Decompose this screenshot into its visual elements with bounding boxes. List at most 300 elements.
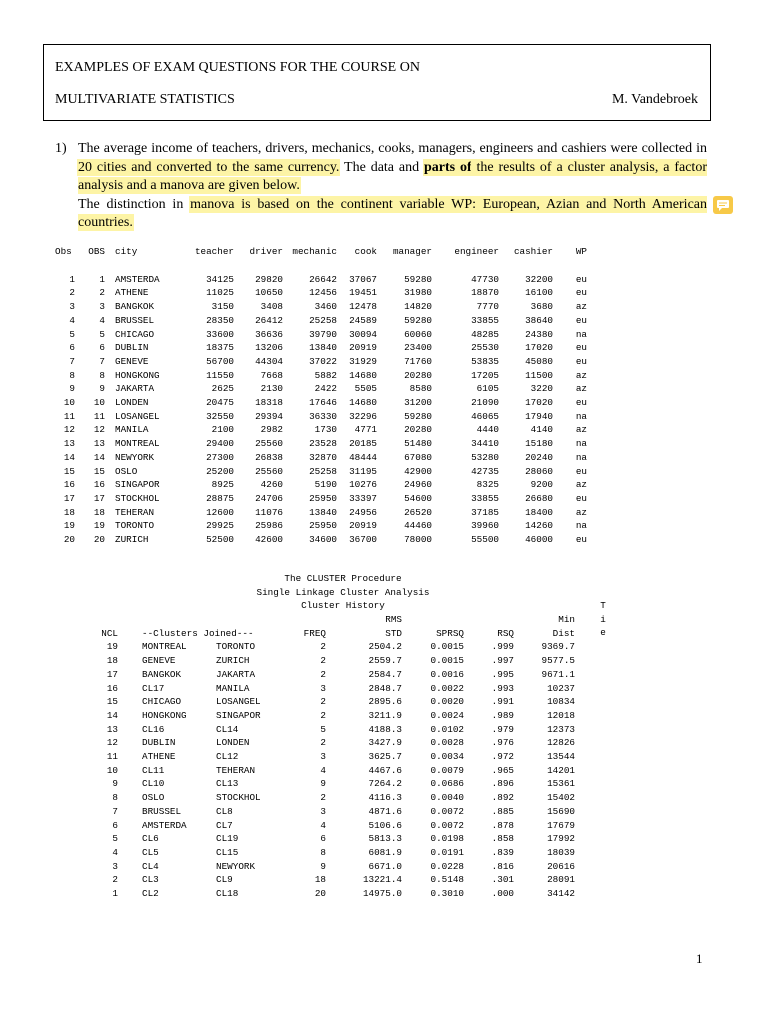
table-cell: 0.0040	[430, 792, 464, 804]
column-header: RMS	[385, 614, 402, 625]
table-cell: CL2	[142, 888, 159, 900]
table-cell: 15	[106, 696, 118, 708]
table-cell: 0.0198	[430, 833, 464, 845]
column-header: RSQ	[497, 627, 514, 639]
table-cell: 4116.3	[368, 792, 402, 804]
table-cell: CHICAGO	[115, 328, 155, 340]
table-cell: 17992	[547, 833, 575, 845]
table-cell: 2100	[211, 424, 234, 436]
table-cell: 2	[320, 655, 326, 667]
table-cell: 54600	[404, 492, 432, 504]
table-cell: 25258	[309, 465, 337, 477]
table-cell: 14820	[404, 301, 432, 313]
table-cell: 0.0072	[430, 819, 464, 831]
table-row	[55, 506, 587, 520]
table-cell: 18	[63, 506, 75, 518]
question-number: 1)	[55, 141, 67, 156]
table-cell: 26680	[525, 492, 553, 504]
table-cell: 9200	[530, 479, 553, 491]
table-cell: 3	[320, 751, 326, 763]
table-cell: 27300	[206, 451, 234, 463]
table-cell: eu	[575, 342, 587, 354]
table-row	[55, 273, 587, 287]
table-row	[98, 832, 575, 846]
table-cell: 31980	[404, 287, 432, 299]
table-cell: 8580	[409, 383, 432, 395]
table-cell: 39960	[471, 520, 499, 532]
table-cell: 0.0034	[430, 751, 464, 763]
table-cell: 67080	[404, 451, 432, 463]
column-header: cook	[354, 246, 377, 257]
table-cell: 11	[63, 410, 75, 422]
table-cell: 33397	[349, 492, 377, 504]
table-cell: 55500	[471, 534, 499, 546]
table-cell: 29394	[255, 410, 283, 422]
table-cell: 4	[69, 314, 75, 326]
table-cell: 28060	[525, 465, 553, 477]
table-cell: ZURICH	[216, 655, 250, 667]
tie-column-header	[599, 599, 607, 640]
table-cell: 14975.0	[362, 888, 402, 900]
table-cell: 24960	[404, 479, 432, 491]
highlighted-bold-text[interactable]: parts of	[423, 159, 472, 175]
table-cell: 10	[106, 764, 118, 776]
table-cell: 9	[320, 860, 326, 872]
table-cell: LOSANGEL	[216, 696, 261, 708]
table-cell: CL11	[142, 764, 165, 776]
table-cell: 71760	[404, 355, 432, 367]
text-run: The distinction in	[78, 196, 191, 212]
table-row	[55, 465, 587, 479]
table-cell: TEHERAN	[115, 506, 155, 518]
table-cell: 7	[69, 355, 75, 367]
table-cell: 12	[106, 737, 118, 749]
table-cell: CL13	[216, 778, 239, 790]
table-cell: 13840	[309, 506, 337, 518]
table-cell: 0.0079	[430, 764, 464, 776]
table-cell: 51480	[404, 438, 432, 450]
table-cell: STOCKHOL	[216, 792, 261, 804]
table-cell: 0.0028	[430, 737, 464, 749]
table-cell: .896	[491, 778, 514, 790]
table-cell: 8325	[476, 479, 499, 491]
highlighted-text[interactable]: the results of a cluster analysis, a factor analysis and a manova are given below.	[78, 159, 707, 193]
table-cell: 48285	[471, 328, 499, 340]
comment-icon[interactable]	[713, 196, 733, 214]
table-cell: 0.0686	[430, 778, 464, 790]
table-cell: 0.0020	[430, 696, 464, 708]
table-cell: MONTREAL	[142, 641, 187, 653]
table-cell: 9	[99, 383, 105, 395]
table-cell: 13840	[309, 342, 337, 354]
table-row	[55, 478, 587, 492]
table-cell: 0.0015	[430, 655, 464, 667]
table-cell: CL5	[142, 846, 159, 858]
cluster-procedure-title: The CLUSTER Procedure	[284, 573, 402, 584]
table-cell: 56700	[206, 355, 234, 367]
table-cell: 5	[69, 328, 75, 340]
table-cell: 21090	[471, 397, 499, 409]
highlighted-text[interactable]: 20 cities and converted to the same currency.	[78, 159, 340, 175]
table-cell: 29400	[206, 438, 234, 450]
table-cell: 36330	[309, 410, 337, 422]
table-cell: 4260	[260, 479, 283, 491]
table-header-row	[98, 627, 575, 641]
table-cell: 10834	[547, 696, 575, 708]
table-cell: 16	[93, 479, 105, 491]
table-cell: az	[575, 369, 587, 381]
table-cell: 2	[320, 792, 326, 804]
table-cell: 33600	[206, 328, 234, 340]
column-header: OBS	[88, 246, 105, 257]
column-header: Min	[558, 614, 575, 625]
table-cell: 17	[63, 492, 75, 504]
table-cell: 20475	[206, 397, 234, 409]
table-cell: 2584.7	[368, 668, 402, 680]
table-cell: eu	[575, 314, 587, 326]
table-cell: 6	[99, 342, 105, 354]
table-cell: .816	[491, 860, 514, 872]
table-row	[98, 791, 575, 805]
table-cell: LONDEN	[115, 397, 149, 409]
table-cell: 3150	[211, 301, 234, 313]
table-cell: 10237	[547, 682, 575, 694]
table-cell: 18	[314, 874, 326, 886]
table-cell: 18400	[525, 506, 553, 518]
table-row	[98, 750, 575, 764]
table-cell: 26520	[404, 506, 432, 518]
table-cell: 18	[106, 655, 118, 667]
table-cell: 0.0024	[430, 709, 464, 721]
table-cell: 13	[93, 438, 105, 450]
table-cell: 3408	[260, 301, 283, 313]
table-cell: 0.5148	[430, 874, 464, 886]
table-row	[55, 410, 587, 424]
table-cell: 25560	[255, 438, 283, 450]
table-cell: 6671.0	[368, 860, 402, 872]
table-cell: 26642	[309, 273, 337, 285]
table-cell: CL10	[142, 778, 165, 790]
table-cell: 0.0191	[430, 846, 464, 858]
table-cell: 30094	[349, 328, 377, 340]
table-cell: 2848.7	[368, 682, 402, 694]
table-cell: 24380	[525, 328, 553, 340]
table-cell: 13	[106, 723, 118, 735]
table-row	[98, 887, 575, 901]
table-cell: 17646	[309, 397, 337, 409]
table-cell: eu	[575, 492, 587, 504]
table-cell: 14680	[349, 369, 377, 381]
document-title-line2: MULTIVARIATE STATISTICS	[55, 92, 235, 107]
table-cell: 4188.3	[368, 723, 402, 735]
table-cell: 23400	[404, 342, 432, 354]
table-cell: 20240	[525, 451, 553, 463]
table-cell: 29925	[206, 520, 234, 532]
column-header: driver	[249, 246, 283, 257]
table-cell: .000	[491, 888, 514, 900]
table-cell: 13	[63, 438, 75, 450]
table-cell: 19451	[349, 287, 377, 299]
table-cell: 9369.7	[541, 641, 575, 653]
city-income-table	[55, 245, 587, 547]
table-cell: 8	[69, 369, 75, 381]
table-cell: 10	[63, 397, 75, 409]
table-cell: 36636	[255, 328, 283, 340]
question-paragraph-2	[78, 196, 707, 233]
table-cell: LONDEN	[216, 737, 250, 749]
table-cell: 18375	[206, 342, 234, 354]
table-cell: 3625.7	[368, 751, 402, 763]
table-cell: ZURICH	[115, 534, 149, 546]
table-cell: .972	[491, 751, 514, 763]
table-cell: 44460	[404, 520, 432, 532]
table-cell: 32296	[349, 410, 377, 422]
table-cell: 18870	[471, 287, 499, 299]
table-cell: 0.3010	[430, 888, 464, 900]
table-cell: 12373	[547, 723, 575, 735]
table-cell: 17205	[471, 369, 499, 381]
table-cell: 5882	[314, 369, 337, 381]
column-header: teacher	[194, 246, 234, 257]
table-cell: 20	[63, 534, 75, 546]
table-cell: CL8	[216, 805, 233, 817]
table-cell: 15402	[547, 792, 575, 804]
table-cell: 9671.1	[541, 668, 575, 680]
table-cell: na	[575, 520, 587, 532]
table-cell: 32870	[309, 451, 337, 463]
table-cell: 4	[320, 764, 326, 776]
table-cell: 11550	[206, 369, 234, 381]
table-cell: 16100	[525, 287, 553, 299]
table-cell: 38640	[525, 314, 553, 326]
table-cell: 0.0015	[430, 641, 464, 653]
table-cell: 5106.6	[368, 819, 402, 831]
table-cell: TORONTO	[115, 520, 155, 532]
table-row	[98, 640, 575, 654]
table-cell: 15361	[547, 778, 575, 790]
table-cell: 42600	[255, 534, 283, 546]
table-cell: 11500	[525, 369, 553, 381]
table-cell: 33855	[471, 314, 499, 326]
table-cell: TORONTO	[216, 641, 256, 653]
table-cell: eu	[575, 273, 587, 285]
table-cell: CL6	[142, 833, 159, 845]
table-cell: eu	[575, 465, 587, 477]
table-cell: 31929	[349, 355, 377, 367]
table-row	[55, 300, 587, 314]
table-cell: 10	[93, 397, 105, 409]
table-cell: 12600	[206, 506, 234, 518]
table-cell: 15	[63, 465, 75, 477]
table-row	[55, 355, 587, 369]
table-cell: 8	[112, 792, 118, 804]
table-cell: 34410	[471, 438, 499, 450]
table-row	[98, 819, 575, 833]
table-cell: 24706	[255, 492, 283, 504]
cluster-analysis-subtitle: Single Linkage Cluster Analysis	[256, 586, 430, 598]
table-cell: 11	[93, 410, 105, 422]
table-cell: 34125	[206, 273, 234, 285]
table-row	[98, 654, 575, 668]
table-cell: na	[575, 438, 587, 450]
table-cell: 12	[63, 424, 75, 436]
table-cell: 14	[106, 709, 118, 721]
table-cell: 0.0022	[430, 682, 464, 694]
table-cell: .892	[491, 792, 514, 804]
table-cell: 5505	[354, 383, 377, 395]
table-cell: .991	[491, 696, 514, 708]
table-cell: 4871.6	[368, 805, 402, 817]
table-cell: 26838	[255, 451, 283, 463]
highlighted-text[interactable]: manova is based on the continent variable WP: European, Azian and North American countries.	[78, 196, 708, 230]
table-cell: .997	[491, 655, 514, 667]
table-cell: 3220	[530, 383, 553, 395]
column-header: cashier	[513, 246, 553, 257]
table-cell: 2625	[211, 383, 234, 395]
table-cell: 16	[106, 682, 118, 694]
table-cell: CL14	[216, 723, 239, 735]
table-cell: CL18	[216, 888, 239, 900]
table-cell: 14	[93, 451, 105, 463]
author-name: M. Vandebroek	[611, 92, 698, 107]
table-cell: 12	[93, 424, 105, 436]
table-row	[55, 423, 587, 437]
table-cell: 2	[320, 709, 326, 721]
table-cell: 1	[69, 273, 75, 285]
table-cell: LOSANGEL	[115, 410, 160, 422]
table-cell: SINGAPOR	[115, 479, 160, 491]
table-cell: 20280	[404, 424, 432, 436]
table-cell: 9	[69, 383, 75, 395]
tie-header-letter: i	[600, 613, 606, 625]
table-row	[98, 668, 575, 682]
table-cell: 12018	[547, 709, 575, 721]
table-cell: CL4	[142, 860, 159, 872]
table-row	[55, 314, 587, 328]
table-cell: az	[575, 479, 587, 491]
table-cell: eu	[575, 355, 587, 367]
table-cell: 8925	[211, 479, 234, 491]
table-row	[55, 533, 587, 547]
cluster-titles	[200, 572, 486, 613]
column-header: city	[115, 246, 138, 257]
table-cell: BRUSSEL	[142, 805, 182, 817]
table-cell: 42900	[404, 465, 432, 477]
table-cell: 13221.4	[362, 874, 402, 886]
table-cell: .989	[491, 709, 514, 721]
column-header: mechanic	[292, 246, 337, 257]
table-cell: 4467.6	[368, 764, 402, 776]
column-header: Dist	[552, 627, 575, 639]
table-cell: GENEVE	[142, 655, 176, 667]
table-cell: 3460	[314, 301, 337, 313]
table-cell: CL16	[142, 723, 165, 735]
table-cell: AMSTERDA	[115, 273, 160, 285]
table-row	[98, 860, 575, 874]
tie-header-letter: T	[600, 600, 606, 611]
column-header: STD	[385, 627, 402, 639]
table-cell: 32200	[525, 273, 553, 285]
cluster-history-title: Cluster History	[301, 600, 385, 612]
table-cell: MANILA	[216, 682, 250, 694]
table-cell: TEHERAN	[216, 764, 256, 776]
table-cell: OSLO	[142, 792, 165, 804]
table-cell: 59280	[404, 273, 432, 285]
table-cell: 31200	[404, 397, 432, 409]
table-row	[98, 723, 575, 737]
table-row	[98, 695, 575, 709]
table-cell: 18	[93, 506, 105, 518]
table-cell: CL12	[216, 751, 239, 763]
column-header: WP	[575, 246, 587, 257]
table-cell: HONGKONG	[115, 369, 160, 381]
table-cell: 7770	[476, 301, 499, 313]
table-cell: 34142	[547, 888, 575, 900]
table-row	[55, 341, 587, 355]
table-cell: 9	[112, 778, 118, 790]
tie-header-letter: e	[600, 627, 606, 639]
table-cell: 44304	[255, 355, 283, 367]
table-cell: 8	[320, 846, 326, 858]
table-cell: 20919	[349, 520, 377, 532]
table-cell: 2895.6	[368, 696, 402, 708]
table-row	[55, 382, 587, 396]
table-cell: 3	[320, 682, 326, 694]
table-cell: BANGKOK	[115, 301, 155, 313]
table-cell: 25986	[255, 520, 283, 532]
column-header: SPRSQ	[436, 627, 464, 639]
table-header-row	[55, 245, 587, 259]
table-cell: 9577.5	[541, 655, 575, 667]
table-cell: 5	[320, 723, 326, 735]
table-cell: 7668	[260, 369, 283, 381]
table-cell: CL17	[142, 682, 165, 694]
table-cell: 20280	[404, 369, 432, 381]
table-cell: 2559.7	[368, 655, 402, 667]
text-run: The average income of teachers, drivers, mechanics, cooks, managers, engineers and cashiers were collected in	[78, 141, 707, 156]
table-cell: 4	[320, 819, 326, 831]
table-cell: STOCKHOL	[115, 492, 160, 504]
table-cell: CHICAGO	[142, 696, 182, 708]
page-number: 1	[696, 951, 703, 966]
table-cell: HONGKONG	[142, 709, 187, 721]
question-paragraph-1	[78, 140, 707, 196]
table-row	[55, 519, 587, 533]
table-cell: 25950	[309, 520, 337, 532]
table-cell: 11076	[255, 506, 283, 518]
table-cell: 2	[320, 668, 326, 680]
table-cell: CL15	[216, 846, 239, 858]
table-cell: az	[575, 301, 587, 313]
question-text	[78, 140, 707, 233]
table-cell: 1730	[314, 424, 337, 436]
table-cell: 23528	[309, 438, 337, 450]
table-cell: .993	[491, 682, 514, 694]
table-cell: DUBLIN	[115, 342, 149, 354]
table-cell: 37185	[471, 506, 499, 518]
table-cell: 0.0016	[430, 668, 464, 680]
table-cell: 2	[69, 287, 75, 299]
table-cell: eu	[575, 287, 587, 299]
table-row	[98, 846, 575, 860]
table-cell: 3211.9	[368, 709, 402, 721]
table-cell: 18318	[255, 397, 283, 409]
table-cell: 2	[320, 737, 326, 749]
table-cell: MONTREAL	[115, 438, 160, 450]
table-cell: 20919	[349, 342, 377, 354]
header-box	[43, 44, 711, 121]
text-run: The data and	[339, 159, 424, 175]
